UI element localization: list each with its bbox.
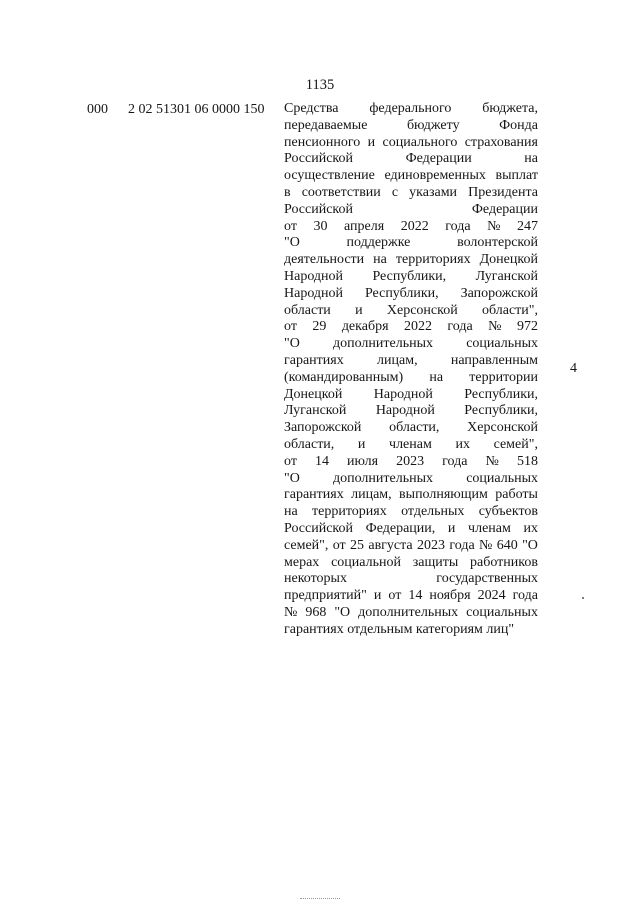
description-word: Фонда: [499, 117, 538, 133]
description-word: 29: [312, 319, 327, 335]
description-word: социальной: [331, 554, 401, 570]
revenue-description: [284, 101, 538, 639]
description-line: [284, 387, 538, 404]
description-word: августа: [368, 537, 413, 553]
description-word: поддержке: [346, 235, 411, 251]
description-line: [284, 521, 538, 538]
description-word: 518: [516, 453, 538, 469]
description-word: социального: [382, 134, 458, 150]
description-word: лицам,: [351, 487, 392, 503]
description-word: 2022: [400, 218, 429, 234]
description-word: государственных: [436, 571, 538, 587]
description-word: Донецкой: [284, 386, 343, 402]
description-word: "О: [284, 235, 300, 251]
description-line: [284, 235, 538, 252]
description-word: предприятий": [284, 588, 367, 604]
description-word: №: [487, 218, 501, 234]
description-word: мерах: [284, 554, 320, 570]
description-word: Федерации: [471, 201, 538, 217]
description-line: [284, 605, 538, 622]
description-word: территориях: [312, 504, 387, 520]
description-word: на: [284, 504, 298, 520]
description-word: года: [447, 319, 473, 335]
description-line: гарантиях отдельным категориям лиц": [284, 621, 515, 637]
description-word: Народной: [375, 403, 435, 419]
description-word: их: [455, 436, 470, 452]
description-word: "О: [334, 604, 351, 620]
description-line: [284, 118, 538, 135]
description-word: (командированным): [284, 369, 404, 385]
description-line: [284, 353, 538, 370]
description-word: территориях: [395, 252, 471, 268]
description-word: №: [488, 319, 502, 335]
description-word: и: [373, 588, 382, 604]
description-word: области,: [284, 436, 335, 452]
description-word: "О: [284, 470, 300, 486]
description-word: дополнительных: [333, 336, 434, 352]
admin-code: 000: [87, 102, 108, 117]
description-word: Запорожской: [460, 285, 538, 301]
description-word: №: [479, 537, 493, 553]
description-word: 2022: [403, 319, 432, 335]
description-word: №: [284, 604, 298, 620]
description-word: Российской: [284, 520, 353, 536]
description-word: ноября: [429, 588, 471, 604]
description-word: области: [284, 302, 331, 318]
description-word: деятельности: [284, 252, 365, 268]
description-word: страхования: [464, 134, 538, 150]
description-word: Средства: [284, 101, 339, 116]
description-line: [284, 252, 538, 269]
description-word: 30: [313, 218, 328, 234]
description-word: 247: [516, 218, 538, 234]
description-word: федерального: [369, 101, 452, 116]
description-word: и: [355, 302, 363, 318]
description-line: [284, 202, 538, 219]
description-word: некоторых: [284, 571, 347, 587]
description-line: [284, 269, 538, 286]
description-word: от: [284, 453, 297, 469]
description-word: Запорожской: [284, 420, 362, 436]
description-word: от: [332, 537, 346, 553]
description-word: членам: [468, 520, 511, 536]
description-word: социальных: [466, 604, 538, 620]
description-word: 14: [314, 453, 329, 469]
description-word: семей",: [284, 537, 329, 553]
description-word: направленным: [450, 352, 538, 368]
description-word: 25: [350, 537, 365, 553]
description-word: осуществление: [284, 168, 375, 184]
description-word: года: [512, 588, 538, 604]
description-word: гарантиях: [284, 352, 344, 368]
description-word: 2023: [396, 453, 425, 469]
description-word: лицам,: [377, 352, 418, 368]
description-word: передаваемые: [284, 117, 368, 133]
description-word: бюджету: [406, 117, 460, 133]
description-word: и: [447, 520, 456, 536]
description-word: от: [388, 588, 402, 604]
description-word: с: [391, 184, 399, 200]
description-word: на: [524, 151, 538, 167]
description-word: Федерации,: [365, 520, 436, 536]
description-word: социальных: [466, 470, 538, 486]
description-word: Херсонской: [467, 420, 538, 436]
description-line: [284, 454, 538, 471]
description-word: области,: [389, 420, 440, 436]
description-line: [284, 487, 538, 504]
description-word: членам: [389, 436, 432, 452]
description-word: соответствии: [301, 184, 381, 200]
amount-value: 4: [570, 361, 577, 376]
description-word: 2023: [417, 537, 445, 553]
description-line: [284, 336, 538, 353]
description-word: и: [357, 436, 366, 452]
description-word: гарантиях: [284, 487, 344, 503]
description-word: в: [284, 184, 291, 200]
description-word: Республики,: [372, 268, 447, 284]
description-line: [284, 420, 538, 437]
description-word: на: [429, 369, 444, 385]
description-word: Республики,: [464, 386, 538, 402]
description-line: [284, 286, 538, 303]
description-line: [284, 135, 538, 152]
description-word: "О: [284, 336, 300, 352]
description-word: Республики,: [464, 403, 538, 419]
description-line: [284, 437, 538, 454]
description-word: 14: [408, 588, 423, 604]
description-line: [284, 571, 538, 588]
description-line: [284, 151, 538, 168]
description-line: [284, 504, 538, 521]
description-line: [284, 370, 538, 387]
scan-edge-marks: [300, 898, 340, 902]
description-word: области",: [481, 302, 538, 318]
description-word: 640: [496, 537, 518, 553]
description-word: года: [449, 537, 475, 553]
description-word: Луганской: [475, 268, 538, 284]
description-word: апреля: [344, 218, 385, 234]
scan-speck: [582, 597, 584, 599]
description-word: работников: [470, 554, 538, 570]
page-number: 1135: [305, 77, 335, 93]
description-word: единовременных: [384, 168, 486, 184]
description-word: Республики,: [364, 285, 439, 301]
description-word: и: [367, 134, 376, 150]
description-word: выплат: [495, 168, 538, 184]
description-word: работы: [495, 487, 538, 503]
description-word: волонтерской: [457, 235, 538, 251]
description-line: [284, 303, 538, 320]
description-line: [284, 101, 538, 118]
description-word: от: [284, 218, 297, 234]
description-word: бюджета,: [482, 101, 538, 116]
description-word: Луганской: [284, 403, 347, 419]
description-word: "О: [522, 537, 538, 553]
description-word: их: [523, 520, 538, 536]
description-line: [284, 555, 538, 572]
description-word: защиты: [412, 554, 459, 570]
description-word: социальных: [466, 336, 538, 352]
description-word: дополнительных: [358, 604, 459, 620]
description-word: Президента: [468, 184, 538, 200]
description-word: июля: [347, 453, 379, 469]
description-line: [284, 588, 538, 605]
description-word: Херсонской: [386, 302, 458, 318]
description-word: 972: [516, 319, 538, 335]
budget-classification-code: 2 02 51301 06 0000 150: [128, 102, 265, 117]
description-word: Народной: [284, 268, 344, 284]
description-word: пенсионного: [284, 134, 361, 150]
description-word: выполняющим: [399, 487, 488, 503]
description-word: Российской: [284, 151, 353, 167]
description-word: Донецкой: [479, 252, 538, 268]
description-line: [284, 471, 538, 488]
description-word: от: [284, 319, 297, 335]
description-word: семей",: [493, 436, 538, 452]
description-line: [284, 403, 538, 420]
description-word: №: [485, 453, 499, 469]
description-word: года: [445, 218, 471, 234]
description-word: 968: [305, 604, 327, 620]
description-line: [284, 538, 538, 555]
description-line: [284, 319, 538, 336]
description-word: года: [442, 453, 468, 469]
description-word: отдельных: [401, 504, 465, 520]
description-line: [284, 168, 538, 185]
description-word: дополнительных: [333, 470, 434, 486]
description-word: указами: [409, 184, 458, 200]
description-line: [284, 185, 538, 202]
description-word: субъектов: [478, 504, 538, 520]
description-word: на: [373, 252, 387, 268]
description-word: Народной: [284, 285, 344, 301]
description-word: территории: [469, 369, 538, 385]
description-word: Народной: [373, 386, 433, 402]
description-word: Федерации: [405, 151, 472, 167]
description-word: Российской: [284, 201, 353, 217]
description-word: декабря: [341, 319, 389, 335]
description-word: 2024: [477, 588, 506, 604]
description-line: [284, 219, 538, 236]
